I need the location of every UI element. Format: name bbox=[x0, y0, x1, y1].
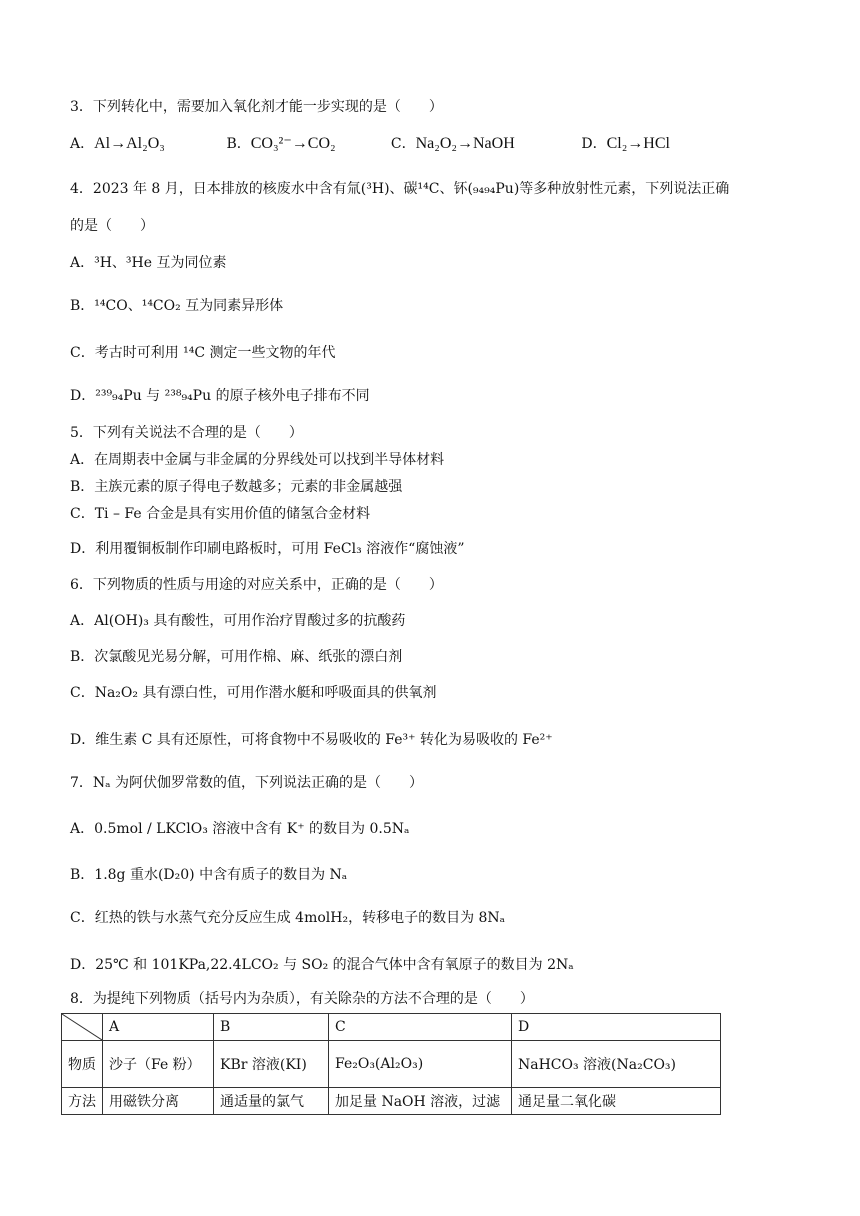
q6-stem: 6．下列物质的性质与用途的对应关系中，正确的是（ ） bbox=[70, 577, 443, 593]
table-cell: 用磁铁分离 bbox=[103, 1088, 214, 1115]
q7-option-c: C．红热的铁与水蒸气充分反应生成 4molH₂，转移电子的数目为 8Nₐ bbox=[70, 910, 506, 926]
q7-option-b: B．1.8g 重水(D₂0) 中含有质子的数目为 Nₐ bbox=[70, 867, 348, 883]
option-label: C． bbox=[390, 136, 416, 152]
option-label: D． bbox=[581, 136, 607, 152]
q4-option-d: D．²³⁹₉₄Pu 与 ²³⁸₉₄Pu 的原子核外电子排布不同 bbox=[70, 388, 370, 404]
q3-option-d bbox=[581, 134, 670, 154]
table-cell: 沙子（Fe 粉） bbox=[103, 1041, 214, 1088]
product: NaOH bbox=[473, 135, 515, 152]
q5-option-b: B．主族元素的原子得电子数越多；元素的非金属越强 bbox=[70, 479, 403, 495]
reactant: Cl₂ bbox=[606, 135, 628, 152]
diagonal-line-icon bbox=[62, 1014, 102, 1040]
arrow-icon: → bbox=[291, 135, 308, 152]
reactant: CO₃²⁻ bbox=[250, 135, 292, 152]
table-cell: 通足量二氧化碳 bbox=[512, 1088, 721, 1115]
product: CO₂ bbox=[307, 135, 336, 152]
q6-option-d: D．维生素 C 具有还原性，可将食物中不易吸收的 Fe³⁺ 转化为易吸收的 Fe²⁺ bbox=[70, 732, 553, 748]
q7-option-d: D．25℃ 和 101KPa,22.4LCO₂ 与 SO₂ 的混合气体中含有氧原子的数目为 2Nₐ bbox=[70, 957, 574, 973]
table-cell: 通适量的氯气 bbox=[214, 1088, 329, 1115]
q4-stem-line1: 4．2023 年 8 月，日本排放的核废水中含有氚(³H)、碳¹⁴C、钚(₉₄₉₄Pu)等多种放射性元素，下列说法正确 bbox=[70, 181, 730, 197]
q7-stem: 7．Nₐ 为阿伏伽罗常数的值，下列说法正确的是（ ） bbox=[70, 775, 424, 791]
row-label: 方法 bbox=[62, 1088, 103, 1115]
q3-option-b bbox=[226, 134, 386, 154]
q3-options bbox=[70, 134, 670, 154]
table-cell: KBr 溶液(KI) bbox=[214, 1041, 329, 1088]
q5-stem: 5．下列有关说法不合理的是（ ） bbox=[70, 425, 303, 441]
q6-option-c: C．Na₂O₂ 具有漂白性，可用作潜水艇和呼吸面具的供氧剂 bbox=[70, 685, 437, 701]
table-cell: NaHCO₃ 溶液(Na₂CO₃) bbox=[512, 1041, 721, 1088]
header-cell-b: B bbox=[214, 1014, 329, 1041]
q8-stem: 8．为提纯下列物质（括号内为杂质），有关除杂的方法不合理的是（ ） bbox=[70, 991, 534, 1007]
q4-option-c: C．考古时可利用 ¹⁴C 测定一些文物的年代 bbox=[70, 345, 336, 361]
q5-option-d: D．利用覆铜板制作印刷电路板时，可用 FeCl₃ 溶液作“腐蚀液” bbox=[70, 541, 465, 557]
q6-option-a: A．Al(OH)₃ 具有酸性，可用作治疗胃酸过多的抗酸药 bbox=[70, 613, 406, 629]
product: Al₂O₃ bbox=[126, 135, 165, 152]
header-cell-c: C bbox=[329, 1014, 512, 1041]
q4-stem-line2: 的是（ ） bbox=[70, 218, 154, 234]
q8-table bbox=[61, 1013, 721, 1115]
table-cell: 加足量 NaOH 溶液，过滤 bbox=[329, 1088, 512, 1115]
diagonal-header-cell bbox=[62, 1014, 103, 1041]
reactant: Al bbox=[94, 135, 111, 152]
reactant: Na₂O₂ bbox=[415, 135, 457, 152]
q5-option-a: A．在周期表中金属与非金属的分界线处可以找到半导体材料 bbox=[70, 452, 445, 468]
q7-option-a: A．0.5mol / LKClO₃ 溶液中含有 K⁺ 的数目为 0.5Nₐ bbox=[70, 821, 410, 837]
q6-option-b: B．次氯酸见光易分解，可用作棉、麻、纸张的漂白剂 bbox=[70, 649, 403, 665]
table-header-row bbox=[62, 1014, 721, 1041]
row-label: 物质 bbox=[62, 1041, 103, 1088]
table-row bbox=[62, 1041, 721, 1088]
table-row bbox=[62, 1088, 721, 1115]
option-label: B． bbox=[226, 136, 251, 152]
arrow-icon: → bbox=[110, 135, 127, 152]
option-label: A． bbox=[70, 136, 95, 152]
q3-option-a bbox=[70, 134, 222, 154]
q3-stem: 3．下列转化中，需要加入氧化剂才能一步实现的是（ ） bbox=[70, 99, 443, 115]
header-cell-a: A bbox=[103, 1014, 214, 1041]
product: HCl bbox=[643, 135, 670, 152]
header-cell-d: D bbox=[512, 1014, 721, 1041]
arrow-icon: → bbox=[627, 135, 644, 152]
q5-option-c: C．Ti – Fe 合金是具有实用价值的储氢合金材料 bbox=[70, 506, 371, 522]
arrow-icon: → bbox=[457, 135, 473, 152]
q3-option-c bbox=[391, 134, 577, 154]
q4-option-b: B．¹⁴CO、¹⁴CO₂ 互为同素异形体 bbox=[70, 298, 284, 314]
q4-option-a: A．³H、³He 互为同位素 bbox=[70, 255, 227, 271]
table-cell: Fe₂O₃(Al₂O₃) bbox=[329, 1041, 512, 1088]
